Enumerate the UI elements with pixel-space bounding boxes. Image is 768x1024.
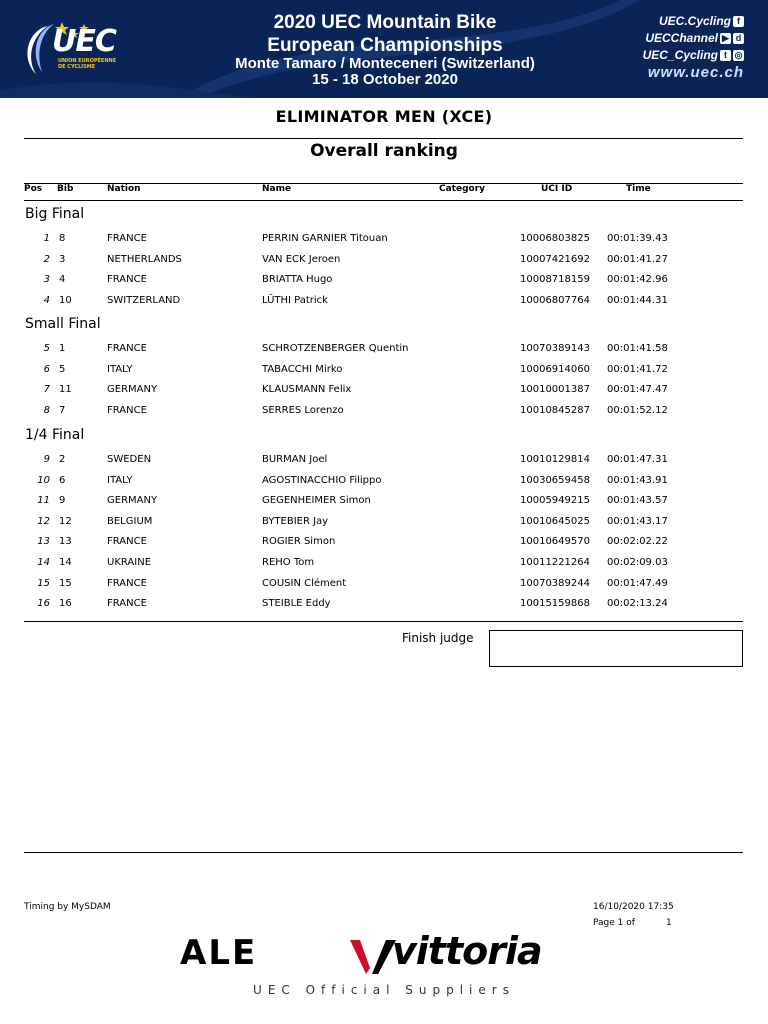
table-row [0,274,768,290]
cell-name: BYTEBIER Jay [262,515,329,527]
ale-logo: ALE [180,933,258,973]
cell-name: VAN ECK Jeroen [262,253,341,265]
cell-time: 00:01:47.47 [607,384,668,396]
col-header-uci-id: UCI ID [541,184,573,194]
cell-uci-id: 10010001387 [520,384,590,396]
cell-nation: FRANCE [107,343,147,354]
table-row [0,454,768,470]
table-row [0,578,768,594]
cell-time: 00:01:41.72 [607,363,668,375]
website-link[interactable]: www.uec.ch [647,64,744,81]
cell-pos: 12 [37,515,50,527]
cell-pos: 16 [37,598,50,610]
cell-bib: 1 [59,343,66,354]
cell-nation: FRANCE [107,274,147,286]
cell-pos: 13 [37,536,50,548]
cell-pos: 15 [37,577,50,589]
cell-name: ROGIER Simon [262,536,336,548]
col-header-pos: Pos [24,184,43,194]
cell-bib: 13 [59,536,72,548]
col-header-name: Name [262,184,292,194]
cell-nation: FRANCE [107,536,147,548]
cell-bib: 14 [59,557,72,568]
cell-bib: 16 [59,598,72,610]
cell-bib: 8 [59,233,66,244]
cell-name: KLAUSMANN Felix [262,384,352,396]
cell-nation: ITALY [107,363,133,375]
twitter-icon: t [720,50,731,61]
event-dates: 15 - 18 October 2020 [312,71,458,88]
cell-uci-id: 10010649570 [520,536,590,548]
race-title: ELIMINATOR MEN (XCE) [275,107,493,126]
cell-name: COUSIN Clément [262,577,347,589]
cell-pos: 8 [43,404,50,416]
cell-bib: 11 [59,384,72,396]
cell-nation: SWEDEN [107,454,152,465]
cell-bib: 10 [59,294,72,306]
table-row [0,343,768,359]
page-label: Page 1 of [593,918,635,928]
group-label: 1/4 Final [25,427,85,443]
facebook-icon: f [733,16,744,27]
uec-logo-text: UEC [52,24,116,59]
social-facebook[interactable]: UEC.Cycling f [659,14,744,28]
col-header-time: Time [626,184,651,194]
cell-time: 00:01:43.17 [607,515,668,527]
page-total: 1 [666,918,672,928]
cell-uci-id: 10007421692 [520,253,590,265]
instagram-icon: ◎ [734,50,743,61]
cell-uci-id: 10008718159 [520,274,590,286]
cell-nation: NETHERLANDS [107,253,182,265]
cell-time: 00:02:13.24 [607,598,668,610]
cell-bib: 3 [59,253,66,265]
cell-bib: 5 [59,363,66,375]
timing-credit: Timing by MySDAM [24,902,111,912]
cell-time: 00:01:39.43 [607,233,668,244]
cell-name: SERRES Lorenzo [262,404,344,416]
table-row [0,295,768,311]
cell-nation: GERMANY [107,495,158,507]
table-row [0,384,768,400]
cell-pos: 5 [43,343,50,354]
youtube-icon: ▶ [720,33,731,44]
official-suppliers-caption: UEC Official Suppliers [253,983,515,997]
cell-name: AGOSTINACCHIO Filippo [262,474,382,486]
cell-uci-id: 10070389244 [520,577,590,589]
cell-pos: 11 [37,495,50,507]
cell-name: BURMAN Joel [262,454,328,465]
cell-name: LÜTHI Patrick [262,294,328,306]
cell-pos: 9 [43,454,50,465]
cell-uci-id: 10030659458 [520,474,590,486]
header-banner [0,0,768,98]
cell-pos: 1 [43,233,50,244]
event-location: Monte Tamaro / Monteceneri (Switzerland) [235,55,535,72]
cell-time: 00:01:52.12 [607,404,668,416]
vittoria-v-logo-icon [346,934,398,976]
table-row [0,495,768,511]
dailymotion-icon: d [733,33,744,44]
table-row [0,475,768,491]
table-row [0,598,768,614]
divider-top [24,138,743,139]
table-row [0,516,768,532]
cell-nation: UKRAINE [107,557,152,568]
cell-time: 00:01:43.57 [607,495,668,507]
cell-uci-id: 10011221264 [520,557,590,568]
cell-time: 00:01:44.31 [607,294,668,306]
col-header-nation: Nation [107,184,141,194]
cell-pos: 10 [37,474,50,486]
cell-uci-id: 10005949215 [520,495,590,507]
cell-uci-id: 10070389143 [520,343,590,354]
finish-judge-signature-box [489,630,743,667]
cell-name: STEIBLE Eddy [262,598,331,610]
cell-nation: BELGIUM [107,515,153,527]
cell-time: 00:01:43.91 [607,474,668,486]
table-bottom-rule [24,621,743,622]
group-label: Small Final [25,316,101,332]
table-row [0,254,768,270]
cell-bib: 2 [59,454,66,465]
cell-bib: 4 [59,274,66,286]
event-title-line1: 2020 UEC Mountain Bike [273,12,497,33]
cell-name: SCHROTZENBERGER Quentin [262,343,409,354]
col-header-bib: Bib [57,184,74,194]
uec-logo-subtitle: UNION EUROPÉENNE DE CYCLISME [58,58,117,70]
cell-bib: 6 [59,474,66,486]
cell-time: 00:01:42.96 [607,274,668,286]
table-row [0,364,768,380]
cell-uci-id: 10006803825 [520,233,590,244]
cell-name: TABACCHI Mirko [262,363,343,375]
cell-pos: 3 [43,274,50,286]
cell-time: 00:02:09.03 [607,557,668,568]
cell-uci-id: 10006914060 [520,363,590,375]
table-row [0,233,768,249]
cell-nation: FRANCE [107,404,147,416]
cell-time: 00:02:02.22 [607,536,668,548]
cell-pos: 2 [43,253,50,265]
group-label: Big Final [25,206,85,222]
col-header-category: Category [439,184,486,194]
table-row [0,536,768,552]
social-youtube[interactable]: UECChannel ▶ d [645,31,744,45]
cell-pos: 7 [43,384,50,396]
cell-nation: FRANCE [107,577,147,589]
cell-time: 00:01:47.49 [607,577,668,589]
cell-nation: FRANCE [107,233,147,244]
vittoria-logo: vittoria [392,929,542,973]
cell-nation: ITALY [107,474,133,486]
finish-judge-label: Finish judge [402,631,474,645]
print-timestamp: 16/10/2020 17:35 [593,902,674,912]
cell-name: GEGENHEIMER Simon [262,495,371,507]
cell-name: PERRIN GARNIER Titouan [262,233,388,244]
cell-nation: GERMANY [107,384,158,396]
cell-uci-id: 10006807764 [520,294,590,306]
cell-pos: 14 [37,557,50,568]
cell-nation: SWITZERLAND [107,294,181,306]
event-title-line2: European Championships [267,35,503,56]
cell-name: REHO Tom [262,557,315,568]
footer-rule [24,852,743,853]
cell-bib: 9 [59,495,66,507]
ranking-title: Overall ranking [310,141,458,161]
table-row [0,405,768,421]
cell-time: 00:01:41.27 [607,253,668,265]
cell-nation: FRANCE [107,598,147,610]
cell-bib: 12 [59,515,72,527]
cell-name: BRIATTA Hugo [262,274,333,286]
social-twitter[interactable]: UEC_Cycling t ◎ [642,48,743,62]
table-row [0,557,768,573]
cell-uci-id: 10010845287 [520,404,590,416]
cell-uci-id: 10010129814 [520,454,590,465]
cell-bib: 15 [59,577,72,589]
cell-time: 00:01:41.58 [607,343,668,354]
cell-pos: 4 [43,294,50,306]
cell-time: 00:01:47.31 [607,454,668,465]
cell-uci-id: 10010645025 [520,515,590,527]
table-header-bottom-rule [24,200,743,201]
cell-pos: 6 [43,363,50,375]
cell-uci-id: 10015159868 [520,598,590,610]
cell-bib: 7 [59,404,66,416]
